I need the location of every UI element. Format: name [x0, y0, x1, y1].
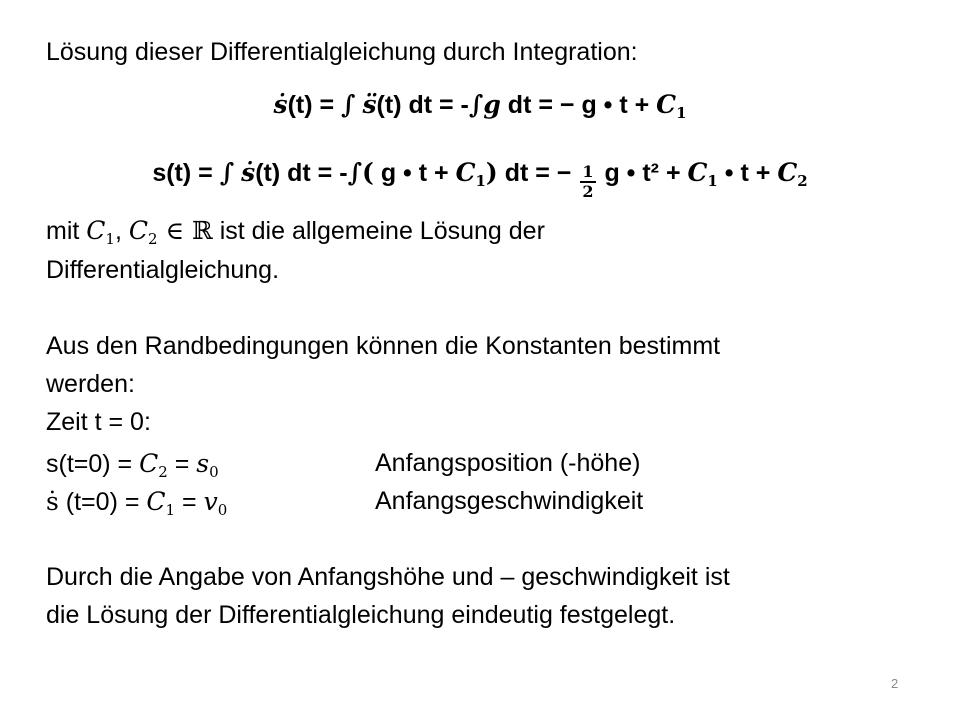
- general-solution-line1: mit $C_1$, $C_2$ ∈ ℝ ist die allgemeine Lösung der: [46, 216, 545, 248]
- integral-symbol: ∫: [347, 158, 363, 187]
- boundary-text-line1: Aus den Randbedingungen können die Konstanten bestimmt: [46, 332, 721, 360]
- integral-symbol: ∫: [219, 158, 235, 187]
- constant-c1: $C_1$: [656, 90, 687, 122]
- constant-c2: $C_2$: [139, 449, 168, 481]
- boundary-text-line2: werden:: [46, 370, 135, 398]
- integral-symbol: ∫: [341, 90, 356, 119]
- intro-text: Lösung dieser Differentialgleichung durch Integration:: [46, 38, 638, 66]
- condition-velocity-description: Anfangsgeschwindigkeit: [375, 487, 644, 515]
- initial-position-symbol: $s_0$: [196, 449, 219, 481]
- s-dot-symbol: ṡ: [241, 158, 256, 187]
- condition-position: $s(t=0) = C_2 = s_0$ Anfangsposition (-höhe): [46, 449, 641, 481]
- constant-c2: $C_2$: [777, 158, 808, 190]
- constant-c2: $C_2$: [128, 216, 158, 248]
- s-ddot-symbol: s̈: [362, 90, 377, 119]
- constant-c1: $C_1$: [687, 158, 718, 190]
- element-of-reals: ∈ ℝ: [157, 216, 213, 245]
- integral-symbol: ∫: [468, 90, 484, 119]
- equation-position: s(t) = ∫ ṡ(t) dt = -∫( g • $t + C_1$) dt = − $\frac{1}{2}$ g • $t^2 + C_1$ • $t + C_2$: [152, 158, 808, 201]
- time-zero-label: Zeit t = 0:: [46, 408, 151, 436]
- conclusion-line2: die Lösung der Differentialgleichung eindeutig festgelegt.: [46, 601, 676, 629]
- constant-c1: $C_1$: [146, 487, 176, 519]
- initial-velocity-symbol: $v_0$: [203, 487, 228, 519]
- constant-c1: $C_1$: [455, 158, 486, 190]
- general-solution-line2: Differentialgleichung.: [46, 256, 280, 284]
- condition-velocity: ṡ $(t=0) = C_1 = v_0$ Anfangsgeschwindigkeit: [46, 487, 644, 519]
- equation-velocity: ṡ(t) = ∫ s̈(t) dt = -∫g dt = − g • $t + C_1$: [273, 90, 687, 122]
- page-number: 2: [891, 676, 899, 691]
- constant-c1: $C_1$: [86, 216, 115, 248]
- fraction-one-half: $\frac{1}{2}$: [582, 162, 594, 201]
- s-dot-symbol: ṡ: [46, 487, 59, 516]
- s-dot-symbol: ṡ: [273, 90, 288, 119]
- conclusion-line1: Durch die Angabe von Anfangshöhe und – geschwindigkeit ist: [46, 563, 730, 591]
- condition-position-description: Anfangsposition (-höhe): [375, 449, 641, 477]
